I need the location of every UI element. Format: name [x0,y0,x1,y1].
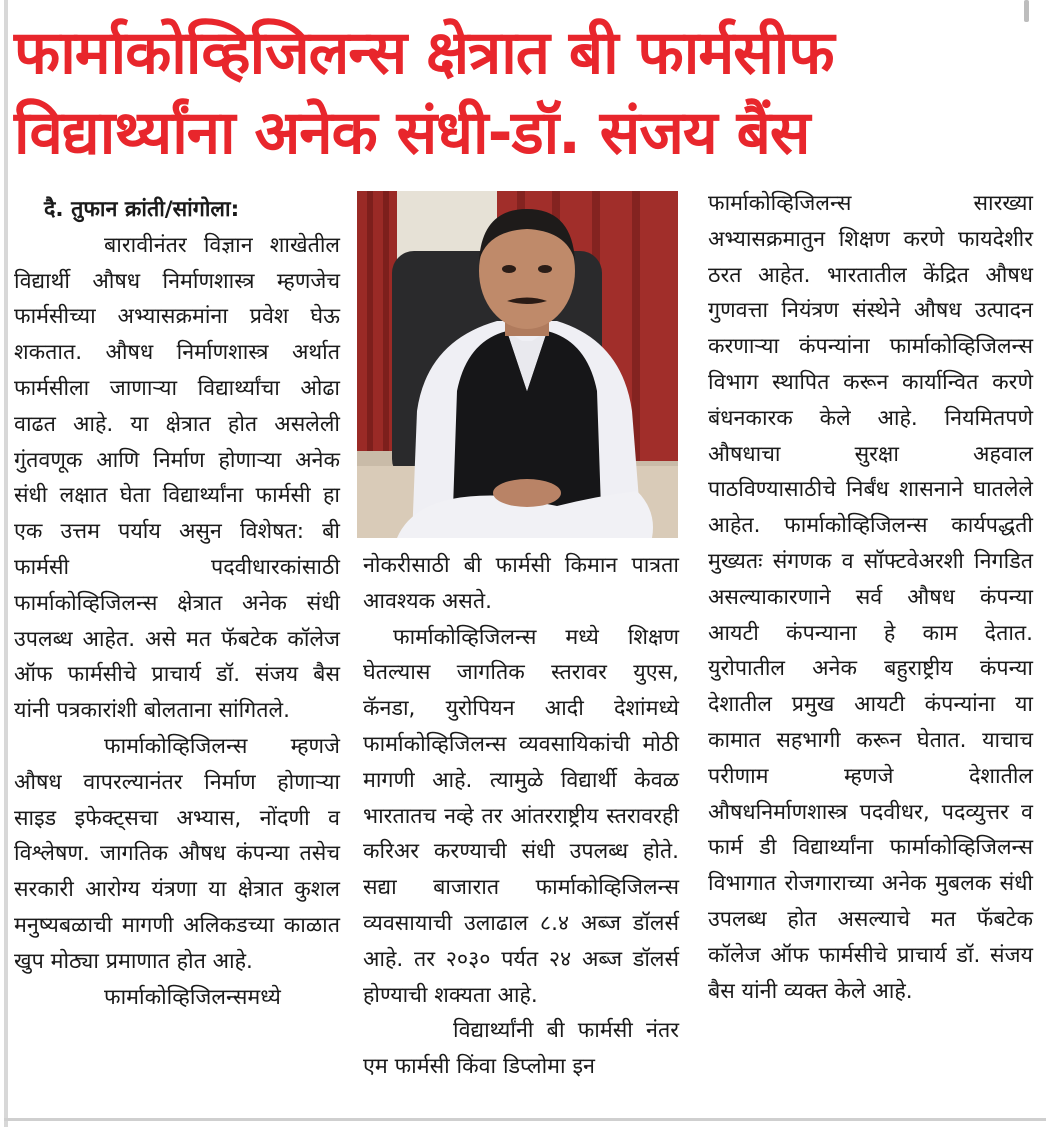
col3-paragraph-1: फार्माकोव्हिजिलन्स सारख्या अभ्यासक्रमातुन शिक्षण करणे फायदेशीर ठरत आहेत. भारतातील केंद्रित औषध गुणवत्ता नियंत्रण संस्थेने औषध उत्पादन करणाऱ्या कंपन्यांना फार्माकोव्हिजिलन्स विभाग स्थापित करून कार्यान्वित करणे बंधनकारक केले आहे. नियमितपणे औषधाचा सुरक्षा अहवाल पाठविण्यासाठीचे निर्बंध शासनाने घातलेले आहेत. फार्माकोव्हिजिलन्स कार्यपद्धती मुख्यतः संगणक व सॉफ्टवेअरशी निगडित असल्याकारणाने सर्व औषध कंपन्या आयटी कंपन्याना हे काम देतात. युरोपातील अनेक बहुराष्ट्रीय कंपन्या देशातील प्रमुख आयटी कंपन्यांना या कामात सहभागी करून घेतात. याचाच परीणाम म्हणजे देशातील औषधनिर्माणशास्त्र पदवीधर, पदव्युत्तर व फार्म डी विद्यार्थ्यांना फार्माकोव्हिजिलन्स विभागात रोजगाराच्या अनेक मुबलक संधी उपलब्ध होत असल्याचे मत फॅबटेक कॉलेज ऑफ फार्मसीचे प्राचार्य डॉ. संजय बैस यांनी व्यक्त केले आहे. [708,191,1033,1004]
col1-paragraph-2: फार्माकोव्हिजिलन्स म्हणजे औषध वापरल्यानंतर निर्माण होणाऱ्या साइड इफेक्ट्सचा अभ्यास, नोंदणी व विश्लेषण. जागतिक औषध कंपन्या तसेच सरकारी आरोग्य यंत्रणा या क्षेत्रात कुशल मनुष्यबळाची मागणी अलिकडच्या काळात खुप मोठ्या प्रमाणात होत आहे. [14,733,340,974]
col2-paragraph-1: नोकरीसाठी बी फार्मसी किमान पात्रता आवश्यक असते. [363,553,679,614]
col2-paragraph-3: विद्यार्थ्यांनी बी फार्मसी नंतर एम फार्मसी किंवा डिप्लोमा इन [363,1018,679,1080]
headline-line-2: विद्यार्थ्यांना अनेक संधी-डॉ. संजय बैंस [14,98,810,168]
article-column-3 [708,186,1033,1009]
headline-line-1: फार्माकोव्हिजिलन्स क्षेत्रात बी फार्मसीफ [14,18,834,88]
page-left-border [4,0,8,1127]
byline: दै. तुफान क्रांती/सांगोला: [44,197,240,222]
col1-paragraph-3: फार्माकोव्हिजिलन्समध्ये [104,984,281,1010]
article-column-2 [363,548,679,1085]
page-bottom-border [4,1118,1046,1121]
portrait-photo [357,191,678,538]
col2-paragraph-2: फार्माकोव्हिजिलन्स मध्ये शिक्षण घेतल्यास जागतिक स्तरावर युएस, कॅनडा, युरोपियन आदी देशांमध्ये फार्माकोव्हिजिलन्स व्यवसायिकांची मोठी मागणी आहे. त्यामुळे विद्यार्थी केवळ भारतातच नव्हे तर आंतरराष्ट्रीय स्तरावरही करिअर करण्याची संधी उपलब्ध होते. सद्या बाजारात फार्माकोव्हिजिलन्स व्यवसायाची उलाढाल ८.४ अब्ज डॉलर्स आहे. तर २०३० पर्यत २४ अब्ज डॉलर्स होण्याची शक्यता आहे. [363,624,679,1008]
portrait-illustration [357,191,678,538]
col1-paragraph-1: बारावीनंतर विज्ञान शाखेतील विद्यार्थी औषध निर्माणशास्त्र म्हणजेच फार्मसीच्या अभ्यासक्रमांना प्रवेश घेऊ शकतात. औषध निर्माणशास्त्र अर्थात फार्मसीला जाणाऱ्या विद्यार्थ्यांचा ओढा वाढत आहे. या क्षेत्रात होत असलेली गुंतवणूक आणि निर्माण होणाऱ्या अनेक संधी लक्षात घेता विद्यार्थ्यांना फार्मसी हा एक उत्तम पर्याय असुन विशेषत: बी फार्मसी पदवीधारकांसाठी फार्माकोव्हिजिलन्स क्षेत्रात अनेक संधी उपलब्ध आहेत. असे मत फॅबटेक कॉलेज ऑफ फार्मसीचे प्राचार्य डॉ. संजय बैस यांनी पत्रकारांशी बोलताना सांगितले. [14,232,340,724]
article-column-1 [14,192,340,1015]
